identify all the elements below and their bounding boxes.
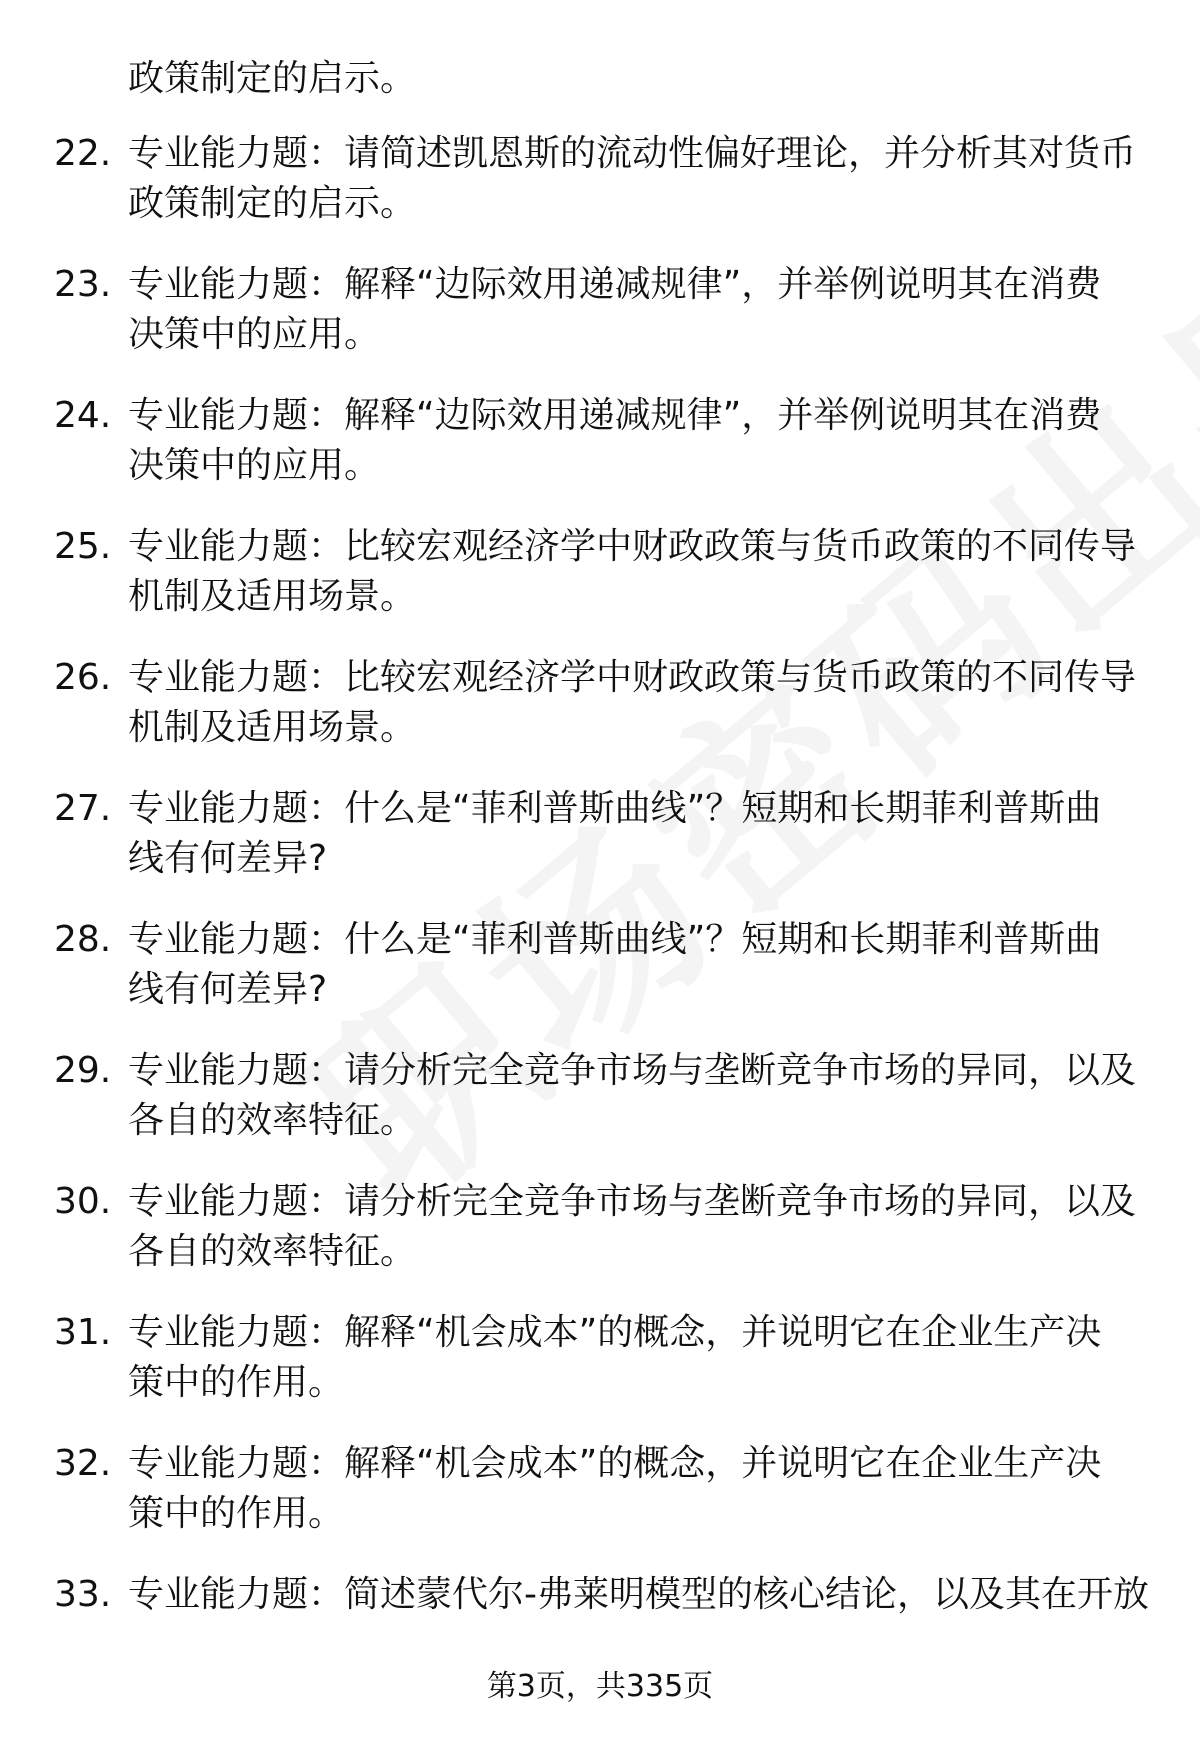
question-text: 专业能力题：什么是“菲利普斯曲线”？短期和长期菲利普斯曲 线有何差异? bbox=[128, 788, 1102, 879]
question-number: 30. bbox=[54, 1181, 112, 1222]
question-number: 31. bbox=[54, 1312, 112, 1353]
question-text: 专业能力题：请分析完全竞争市场与垄断竞争市场的异同，以及 各自的效率特征。 bbox=[128, 1050, 1137, 1141]
question-number: 24. bbox=[54, 395, 112, 436]
question-number: 29. bbox=[54, 1050, 112, 1091]
continued-text: 政策制定的启示。 bbox=[128, 58, 417, 99]
question-number: 26. bbox=[54, 657, 112, 698]
page-footer: 第3页，共335页 bbox=[486, 1669, 714, 1704]
question-number: 33. bbox=[54, 1574, 112, 1615]
question-number: 25. bbox=[54, 526, 112, 567]
question-number: 22. bbox=[54, 133, 112, 174]
question-text: 专业能力题：解释“机会成本”的概念，并说明它在企业生产决 策中的作用。 bbox=[128, 1312, 1102, 1403]
question-text: 专业能力题：解释“边际效用递减规律”，并举例说明其在消费 决策中的应用。 bbox=[128, 264, 1102, 355]
question-text: 专业能力题：比较宏观经济学中财政政策与货币政策的不同传导 机制及适用场景。 bbox=[128, 526, 1137, 617]
question-text: 专业能力题：请简述凯恩斯的流动性偏好理论，并分析其对货币 政策制定的启示。 bbox=[128, 133, 1137, 224]
question-text: 专业能力题：解释“边际效用递减规律”，并举例说明其在消费 决策中的应用。 bbox=[128, 395, 1102, 486]
question-number: 32. bbox=[54, 1443, 112, 1484]
question-number: 27. bbox=[54, 788, 112, 829]
question-text: 专业能力题：请分析完全竞争市场与垄断竞争市场的异同，以及 各自的效率特征。 bbox=[128, 1181, 1137, 1272]
question-text: 专业能力题：简述蒙代尔-弗莱明模型的核心结论，以及其在开放 bbox=[128, 1574, 1149, 1615]
question-number: 28. bbox=[54, 919, 112, 960]
question-text: 专业能力题：什么是“菲利普斯曲线”？短期和长期菲利普斯曲 线有何差异? bbox=[128, 919, 1102, 1010]
question-text: 专业能力题：解释“机会成本”的概念，并说明它在企业生产决 策中的作用。 bbox=[128, 1443, 1102, 1534]
question-number: 23. bbox=[54, 264, 112, 305]
question-text: 专业能力题：比较宏观经济学中财政政策与货币政策的不同传导 机制及适用场景。 bbox=[128, 657, 1137, 748]
